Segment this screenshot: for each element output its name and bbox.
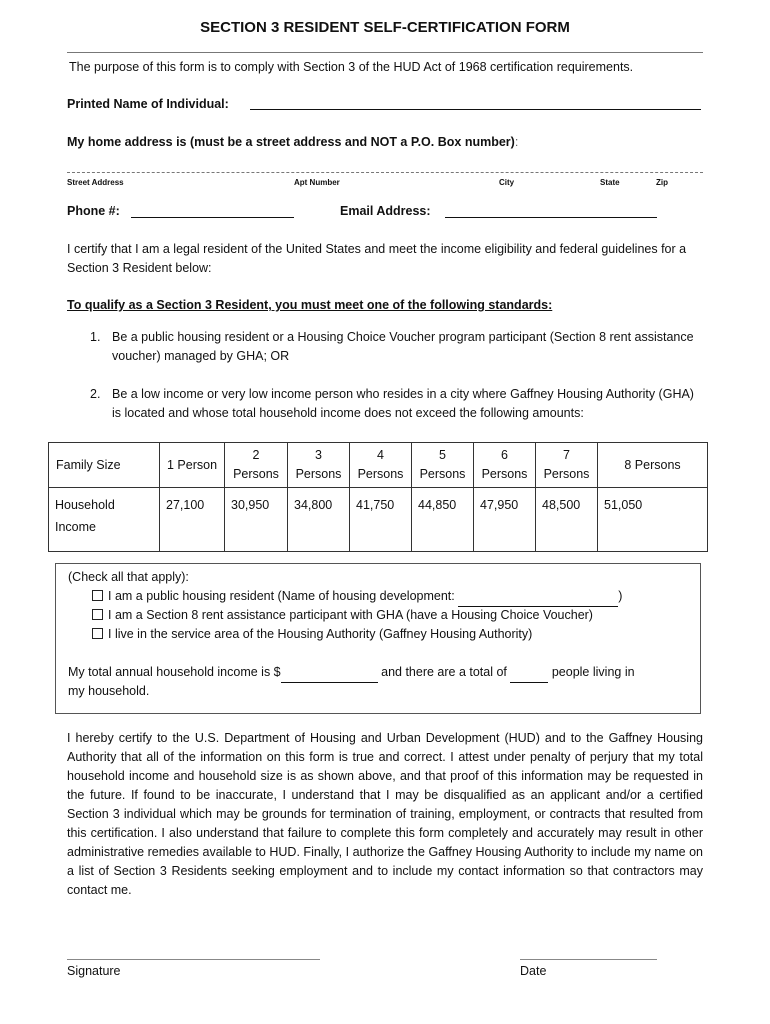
public-housing-option <box>92 587 622 607</box>
home-address-label: My home address is (must be a street address and NOT a P.O. Box number) <box>67 135 515 149</box>
section8-option <box>92 606 593 625</box>
household-size-field[interactable] <box>510 663 548 683</box>
standard-2-text: Be a low income or very low income person who resides in a city where Gaffney Housing Authority (GHA) is located and whose total household income does not exceed the following amounts: <box>112 387 694 420</box>
printed-name-field[interactable] <box>250 109 701 110</box>
date-field[interactable] <box>520 959 657 960</box>
income-1: 27,100 <box>160 488 225 552</box>
size-7: 7 Persons <box>536 443 598 488</box>
signature-label: Signature <box>67 964 121 978</box>
size-4: 4 Persons <box>350 443 412 488</box>
qualify-heading: To qualify as a Section 3 Resident, you must meet one of the following standards: <box>67 298 553 312</box>
home-address-colon: : <box>514 135 519 149</box>
total-income-field[interactable] <box>281 663 378 683</box>
income-statement-part1: My total annual household income is $ <box>68 665 281 679</box>
city-caption: City <box>499 178 515 187</box>
section8-label: I am a Section 8 rent assistance participant with GHA (have a Housing Choice Voucher) <box>108 608 593 622</box>
family-size-row <box>49 443 708 488</box>
family-size-label: Family Size <box>49 443 160 488</box>
street-address-caption: Street Address <box>67 178 124 187</box>
apt-number-caption: Apt Number <box>294 178 340 187</box>
income-2: 30,950 <box>225 488 288 552</box>
income-3: 34,800 <box>288 488 350 552</box>
section8-checkbox[interactable] <box>92 609 103 620</box>
income-6: 47,950 <box>474 488 536 552</box>
state-caption: State <box>600 178 620 187</box>
income-4: 41,750 <box>350 488 412 552</box>
size-5: 5 Persons <box>412 443 474 488</box>
income-statement-line1 <box>68 663 635 683</box>
housing-development-field[interactable] <box>458 587 618 607</box>
household-income-row <box>49 488 708 552</box>
income-limits-table <box>48 442 708 552</box>
size-1: 1 Person <box>160 443 225 488</box>
phone-field[interactable] <box>131 217 294 218</box>
zip-caption: Zip <box>656 178 668 187</box>
title-divider <box>67 52 703 53</box>
income-7: 48,500 <box>536 488 598 552</box>
home-address-field[interactable] <box>67 172 703 173</box>
service-area-option <box>92 625 532 644</box>
public-housing-checkbox[interactable] <box>92 590 103 601</box>
standard-2-number: 2. <box>90 387 101 401</box>
income-statement-part3: people living in <box>548 665 635 679</box>
household-income-label: Household Income <box>49 488 160 552</box>
public-housing-close: ) <box>618 589 623 603</box>
size-8: 8 Persons <box>598 443 708 488</box>
form-title: SECTION 3 RESIDENT SELF-CERTIFICATION FORM <box>200 19 570 36</box>
income-5: 44,850 <box>412 488 474 552</box>
size-3: 3 Persons <box>288 443 350 488</box>
standard-1-number: 1. <box>90 330 101 344</box>
purpose-text: The purpose of this form is to comply with Section 3 of the HUD Act of 1968 certification requirements. <box>69 60 634 74</box>
income-8: 51,050 <box>598 488 708 552</box>
signature-field[interactable] <box>67 959 320 960</box>
size-2: 2 Persons <box>225 443 288 488</box>
standard-1-text: Be a public housing resident or a Housing Choice Voucher program participant (Section 8 rent assistance voucher) managed by GHA; OR <box>112 330 694 363</box>
home-address-label-row <box>67 133 518 152</box>
income-statement-part4: my household. <box>68 684 150 698</box>
service-area-checkbox[interactable] <box>92 628 103 639</box>
email-label: Email Address: <box>340 204 431 218</box>
certification-statement: I hereby certify to the U.S. Department of Housing and Urban Development (HUD) and to the Gaffney Housing Authority that all of the information on this form is true and correct. I attest under penalty of perjury that my total household income and household size is as shown above, and that proof of this information may be requested in the future. If found to be inaccurate, I understand that I may be disqualified as an applicant and/or a certified Section 3 individual which may be grounds for termination of training, employment, or contracts that resulted from this certification. I also understand that failure to complete this form completely and accurately may result in other administrative remedies available to HUD. Finally, I authorize the Gaffney Housing Authority to include my name on a list of Section 3 Residents seeking employment and to include my contact information so that contractors may contact me. <box>67 731 703 897</box>
size-6: 6 Persons <box>474 443 536 488</box>
printed-name-label: Printed Name of Individual: <box>67 97 229 111</box>
date-label: Date <box>520 964 547 978</box>
certify-intro: I certify that I am a legal resident of the United States and meet the income eligibility and federal guidelines for a Section 3 Resident below: <box>67 242 687 275</box>
phone-label: Phone #: <box>67 204 120 218</box>
public-housing-label: I am a public housing resident (Name of housing development: <box>108 589 459 603</box>
eligibility-checkbox-panel <box>55 563 701 714</box>
email-field[interactable] <box>445 217 657 218</box>
income-statement-part2: and there are a total of <box>377 665 511 679</box>
check-heading: (Check all that apply): <box>68 570 189 584</box>
service-area-label: I live in the service area of the Housing Authority (Gaffney Housing Authority) <box>108 627 533 641</box>
